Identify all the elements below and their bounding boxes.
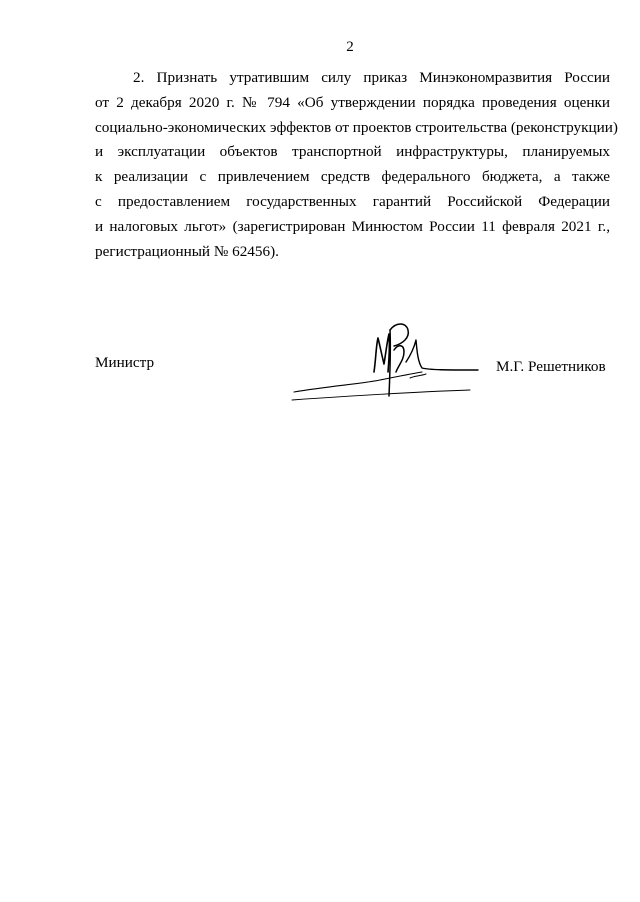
paragraph-line: к реализации с привлечением средств федерального бюджета, а также	[95, 168, 610, 186]
signature-stroke	[410, 374, 426, 378]
page-number: 2	[346, 39, 354, 55]
position-title: Министр	[95, 354, 155, 371]
signature-stroke	[406, 340, 478, 370]
paragraph-line: социально-экономических эффектов от проектов строительства (реконструкции)	[95, 118, 618, 136]
paragraph-line: 2. Признать утратившим силу приказ Минэкономразвития России	[133, 69, 610, 86]
handwritten-signature	[290, 300, 500, 405]
signer-name: М.Г. Решетников	[496, 358, 606, 375]
signature-stroke	[294, 372, 422, 392]
paragraph-line: с предоставлением государственных гарантий Российской Федерации	[95, 192, 610, 210]
signature-stroke	[292, 390, 470, 400]
paragraph-line: и эксплуатации объектов транспортной инфраструктуры, планируемых	[95, 143, 610, 161]
signature-stroke	[394, 346, 404, 372]
signature-stroke	[390, 324, 408, 346]
signature-stroke	[374, 334, 389, 372]
paragraph-line: и налоговых льгот» (зарегистрирован Минюстом России 11 февраля 2021 г.,	[95, 217, 610, 235]
paragraph-line: от 2 декабря 2020 г. № 794 «Об утверждении порядка проведения оценки	[95, 93, 610, 111]
paragraph-line: регистрационный № 62456).	[95, 242, 279, 260]
